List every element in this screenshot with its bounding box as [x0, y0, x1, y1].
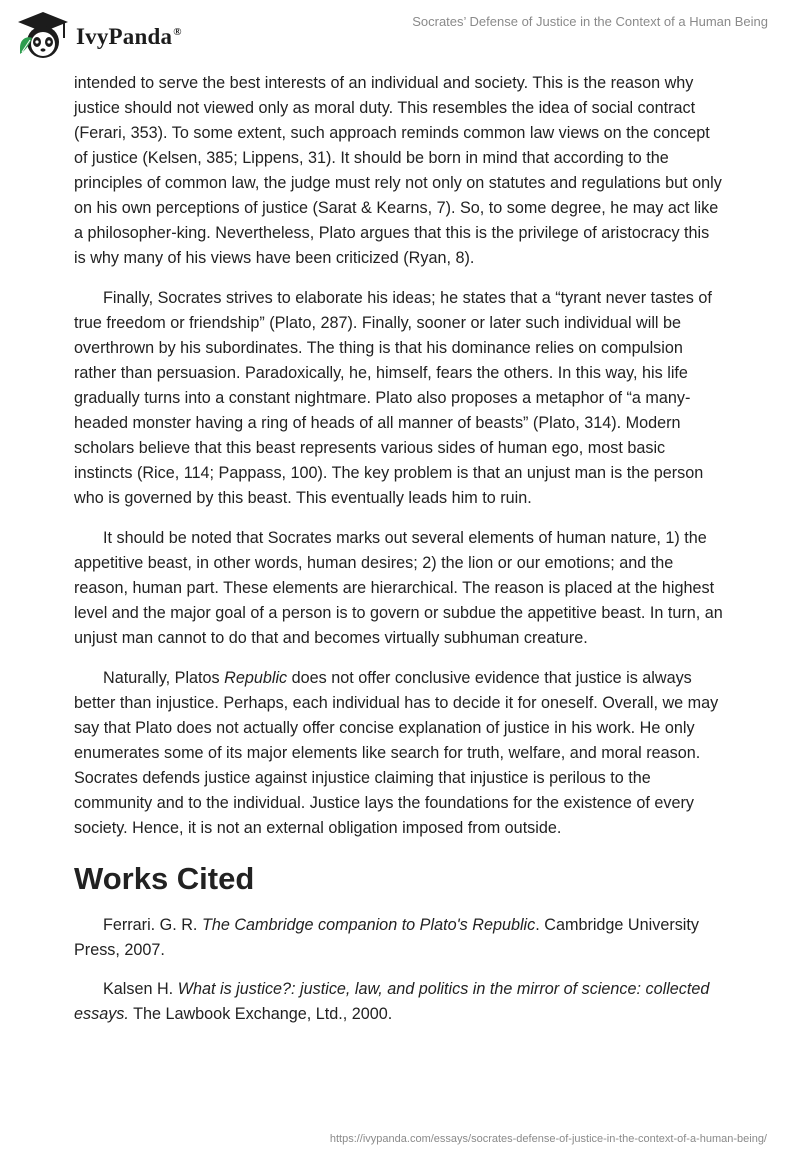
- paragraph-2: Finally, Socrates strives to elaborate his ideas; he states that a “tyrant never tastes of true freedom or friendship” (Plato, 287). Finally, sooner or later such individual will be overthrown by his subordinates. The thing is that his dominance relies on compulsion rather than persuasion. Paradoxically, he, himself, fears the others. In this way, his life gradually turns into a constant nightmare. Plato also proposes a metaphor of “a many-headed monster having a ring of heads of all manner of beasts” (Plato, 314). Modern scholars believe that this beast represents various sides of human ego, most basic instincts (Rice, 114; Pappass, 100). The key problem is that an unjust man is the person who is governed by this beast. This eventually leads him to ruin.: [74, 289, 712, 507]
- paragraph-1: intended to serve the best interests of an individual and society. This is the reason why justice should not viewed only as moral duty. This resembles the idea of social contract (Ferari, 353). To some extent, such approach reminds common law views on the concept of justice (Kelsen, 385; Lippens, 31). It should be born in mind that according to the principles of common law, the judge must rely not only on statutes and regulations but only on his own perceptions of justice (Sarat & Kearns, 7). So, to some degree, he may act like a philosopher-king. Nevertheless, Plato argues that this is the privilege of aristocracy this is why many of his views have been criticized (Ryan, 8).: [74, 74, 722, 267]
- page-header: [0, 0, 800, 70]
- ivypanda-logo[interactable]: [14, 8, 204, 62]
- citation-kalsen: Kalsen H. What is justice?: justice, law, and politics in the mirror of science: collected essays. The Lawbook Exchange, Ltd., 2000.: [74, 980, 710, 1023]
- essay-body: [74, 71, 724, 1041]
- paragraph-3: It should be noted that Socrates marks out several elements of human nature, 1) the appetitive beast, in other words, human desires; 2) the lion or our emotions; and the reason, human part. These elements are hierarchical. The reason is placed at the highest level and the major goal of a person is to govern or subdue the appetitive beast. In turn, an unjust man cannot to do that and becomes virtually subhuman creature.: [74, 529, 723, 647]
- document-title: Socrates’ Defense of Justice in the Context of a Human Being: [412, 14, 768, 29]
- brand-name: IvyPanda®: [76, 24, 182, 49]
- panda-graduate-icon: [14, 8, 72, 62]
- citation-ferrari: Ferrari. G. R. The Cambridge companion to Plato's Republic. Cambridge University Press, 2007.: [74, 916, 699, 959]
- works-cited-heading: Works Cited: [74, 861, 255, 896]
- source-url[interactable]: https://ivypanda.com/essays/socrates-defense-of-justice-in-the-context-of-a-human-being/: [329, 1133, 767, 1145]
- paragraph-4: Naturally, Platos Republic does not offer conclusive evidence that justice is always better than injustice. Perhaps, each individual has to decide it for oneself. Overall, we may say that Plato does not actually offer concise explanation of justice in his work. He only enumerates some of its major elements like search for truth, welfare, and moral reason. Socrates defends justice against injustice claiming that injustice is perilous to the community and to the individual. Justice lays the foundations for the existence of every society. Hence, it is not an external obligation imposed from outside.: [74, 669, 719, 837]
